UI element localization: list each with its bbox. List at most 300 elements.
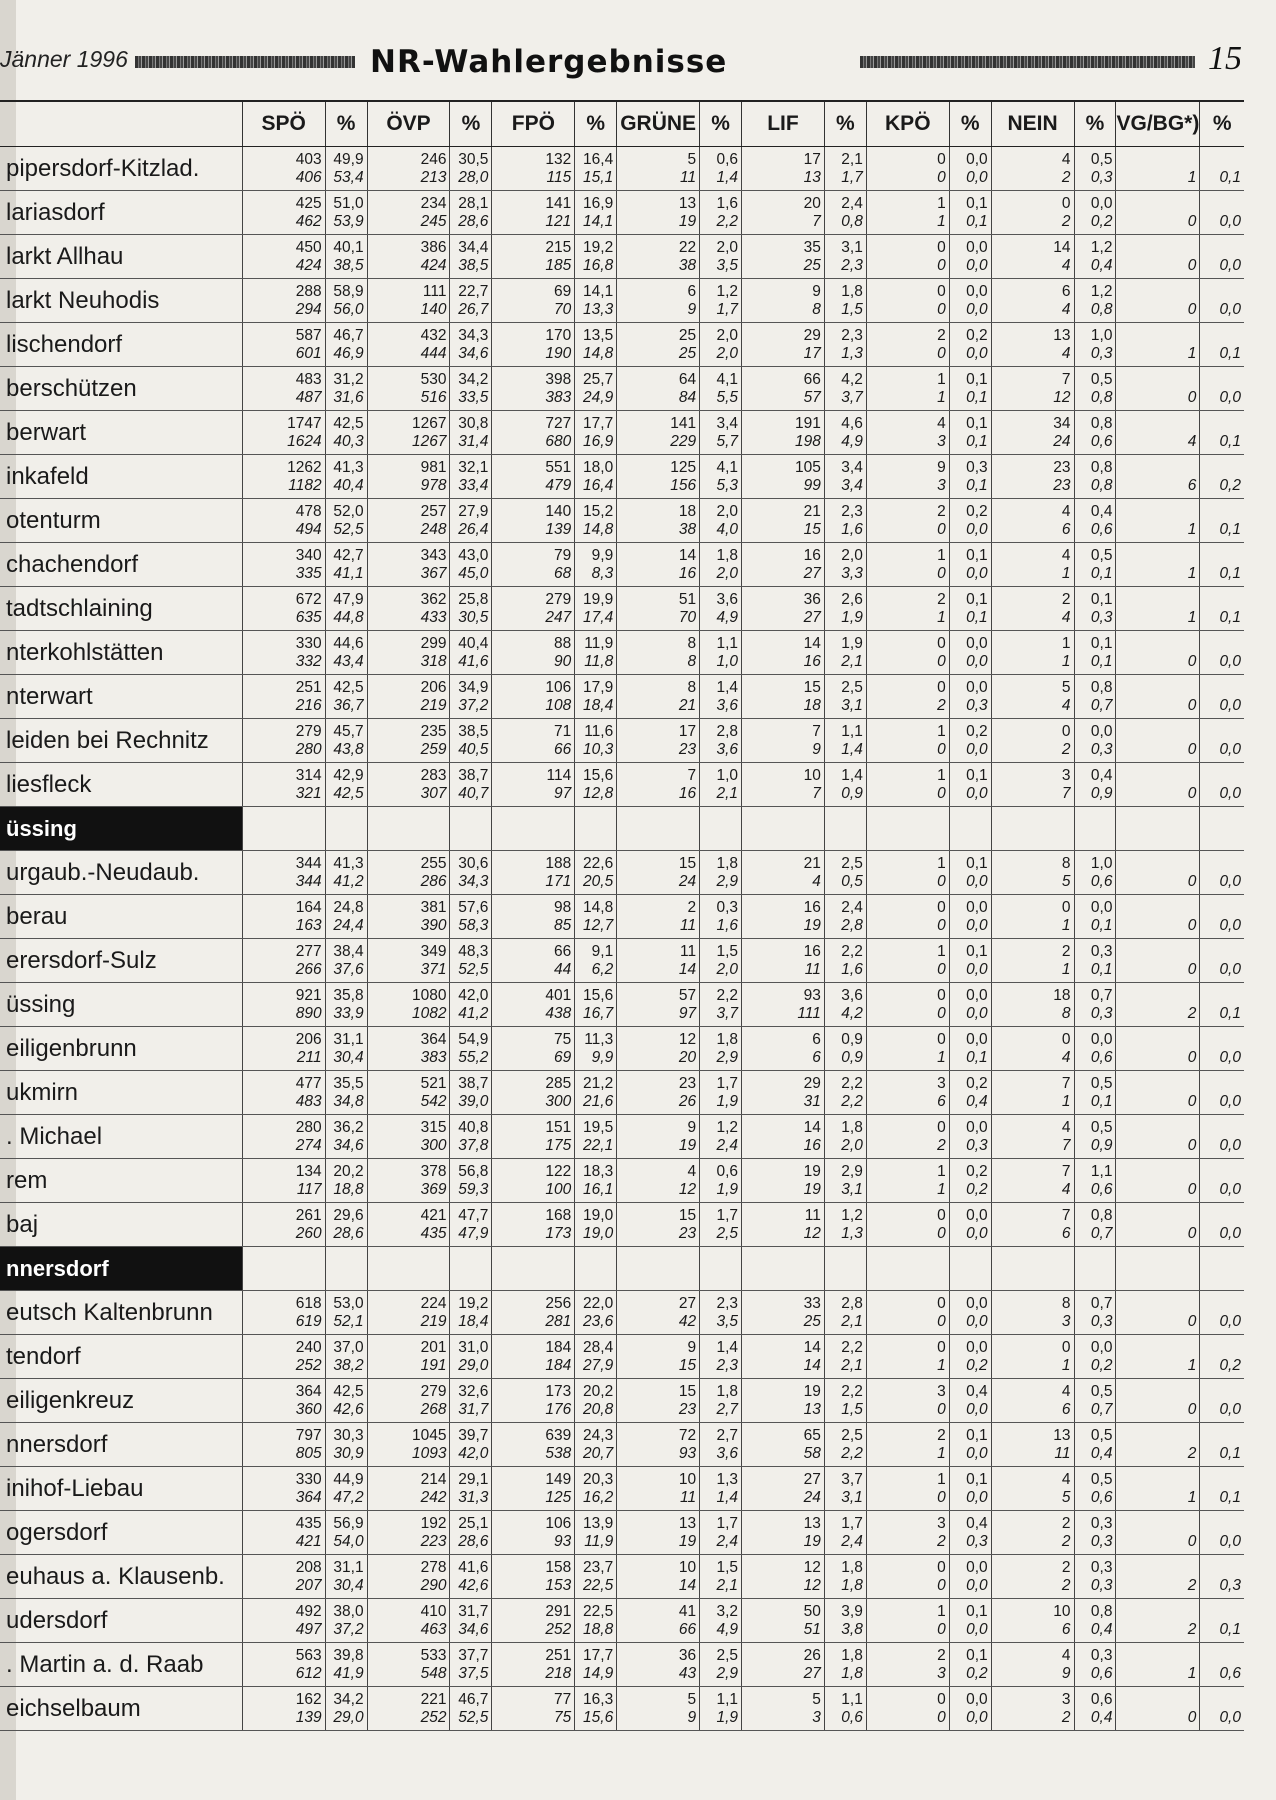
result-1994: 3,5	[716, 1312, 739, 1330]
table-cell	[325, 235, 367, 279]
result-1994: 1	[1187, 1488, 1197, 1506]
result-1995: 0,2	[966, 502, 988, 520]
result-1994: 3,6	[716, 696, 739, 714]
result-1994: 0,1	[966, 476, 988, 494]
table-cell	[824, 455, 866, 499]
result-1995: 79	[554, 546, 572, 564]
result-1995: 381	[420, 898, 447, 916]
result-1994: 4	[1187, 432, 1197, 450]
result-1995: 32,1	[458, 458, 489, 476]
table-row	[0, 587, 1244, 631]
result-1994: 28,6	[333, 1224, 364, 1242]
table-cell	[325, 1423, 367, 1467]
table-cell	[617, 1115, 700, 1159]
table-cell	[949, 631, 991, 675]
table-cell	[700, 1467, 742, 1511]
result-1994: 37,2	[333, 1620, 364, 1638]
result-1994: 307	[420, 784, 447, 802]
result-1994: 66	[678, 1620, 697, 1638]
table-cell	[991, 1379, 1074, 1423]
municipality-name: ogersdorf	[0, 1511, 242, 1555]
result-1995: 235	[420, 722, 447, 740]
result-1995: 106	[545, 678, 572, 696]
result-1994: 1182	[288, 476, 322, 494]
result-1995: 40,4	[458, 634, 489, 652]
result-1995: 1,8	[841, 1646, 863, 1664]
result-1995: 31,1	[333, 1558, 364, 1576]
table-cell	[575, 411, 617, 455]
result-1995: 1267	[411, 414, 447, 432]
table-cell	[824, 1159, 866, 1203]
result-1994: 0,0	[1219, 1048, 1241, 1066]
table-cell	[450, 851, 492, 895]
table-cell	[824, 763, 866, 807]
table-cell	[1116, 719, 1200, 763]
result-1994: 31,6	[333, 388, 364, 406]
table-cell	[866, 1599, 949, 1643]
result-1995: 8	[1061, 854, 1071, 872]
result-1994: 383	[545, 388, 572, 406]
table-cell	[1200, 1511, 1244, 1555]
table-cell	[1200, 235, 1244, 279]
result-1994: 0,7	[1090, 1400, 1113, 1418]
table-cell	[325, 1599, 367, 1643]
table-cell	[866, 367, 949, 411]
result-1994: 3,5	[716, 256, 739, 274]
result-1995: 0,2	[966, 326, 988, 344]
result-1995: 19	[803, 1382, 821, 1400]
result-1995: 38,7	[458, 766, 489, 784]
result-1994: 0	[1187, 1532, 1197, 1550]
result-1994: 0	[937, 1488, 946, 1506]
result-1995: 46,7	[333, 326, 364, 344]
table-row	[0, 1159, 1244, 1203]
result-1995: 29	[803, 326, 821, 344]
result-1995: 2	[937, 502, 946, 520]
result-1994: 13	[803, 168, 821, 186]
result-1995: 0	[937, 986, 946, 1004]
result-1994: 0,3	[966, 696, 988, 714]
result-1994: 2,4	[716, 1532, 739, 1550]
result-1995: 0,0	[966, 634, 988, 652]
table-cell	[700, 1423, 742, 1467]
result-1995: 37,0	[333, 1338, 364, 1356]
table-cell	[949, 1071, 991, 1115]
result-1994: 10,3	[583, 740, 614, 758]
result-1995: 18	[678, 502, 697, 520]
result-1994: 4	[812, 872, 821, 890]
result-1994: 1,4	[716, 1488, 739, 1506]
table-cell	[700, 455, 742, 499]
table-cell	[824, 939, 866, 983]
result-1994: 0	[937, 564, 946, 582]
result-1994: 494	[295, 520, 322, 538]
result-1994: 16,4	[583, 476, 614, 494]
table-cell	[991, 1423, 1074, 1467]
result-1995: 1,4	[716, 678, 739, 696]
municipality-name: nterkohlstätten	[0, 631, 242, 675]
table-cell	[575, 1247, 617, 1291]
table-cell	[1116, 499, 1200, 543]
result-1994: 369	[420, 1180, 447, 1198]
table-cell	[242, 191, 325, 235]
table-row	[0, 411, 1244, 455]
result-1994: 0,0	[1219, 1532, 1241, 1550]
table-cell	[617, 1247, 700, 1291]
result-1994: 4	[1061, 696, 1071, 714]
result-1994: 23,6	[583, 1312, 614, 1330]
table-cell	[742, 1115, 825, 1159]
result-1994: 318	[420, 652, 447, 670]
result-1994: 280	[295, 740, 322, 758]
result-1995: 0,4	[966, 1514, 988, 1532]
result-1995: 34,2	[333, 1690, 364, 1708]
column-header: %	[824, 101, 866, 147]
table-cell	[1116, 1467, 1200, 1511]
result-1995: 4,6	[841, 414, 863, 432]
result-1994: 260	[295, 1224, 322, 1242]
result-1995: 15,6	[583, 766, 614, 784]
result-1994: 42,5	[333, 784, 364, 802]
table-cell	[1074, 763, 1116, 807]
result-1994: 17,4	[583, 608, 614, 626]
result-1994: 383	[420, 1048, 447, 1066]
result-1995: 34,2	[458, 370, 489, 388]
result-1994: 185	[545, 256, 572, 274]
result-1995: 0,5	[1090, 546, 1113, 564]
result-1995: 7	[687, 766, 697, 784]
result-1995: 56,8	[458, 1162, 489, 1180]
table-cell	[991, 1115, 1074, 1159]
result-1994: 41,2	[333, 872, 364, 890]
result-1995: 0,6	[1090, 1690, 1113, 1708]
result-1994: 1	[1187, 608, 1197, 626]
table-cell	[325, 851, 367, 895]
table-cell	[1200, 1159, 1244, 1203]
table-cell	[575, 1555, 617, 1599]
table-cell	[450, 279, 492, 323]
result-1994: 229	[670, 432, 697, 450]
result-1995: 0	[937, 150, 946, 168]
table-cell	[742, 1203, 825, 1247]
result-1995: 398	[545, 370, 572, 388]
result-1995: 19,0	[583, 1206, 614, 1224]
result-1994: 462	[295, 212, 322, 230]
result-1995: 44,6	[333, 634, 364, 652]
table-cell	[492, 499, 575, 543]
result-1994: 0,3	[1090, 1532, 1113, 1550]
table-cell	[824, 499, 866, 543]
result-1995: 114	[546, 766, 572, 784]
table-cell	[325, 499, 367, 543]
table-cell	[1116, 807, 1200, 851]
result-1995: 1080	[411, 986, 447, 1004]
table-cell	[824, 807, 866, 851]
result-1994: 0,9	[1090, 784, 1113, 802]
result-1995: 64	[678, 370, 697, 388]
result-1994: 26,4	[458, 520, 489, 538]
result-1995: 192	[420, 1514, 447, 1532]
result-1994: 1	[1061, 960, 1071, 978]
table-cell	[450, 1159, 492, 1203]
table-cell	[824, 1379, 866, 1423]
table-cell	[824, 631, 866, 675]
municipality-name: üssing	[0, 983, 242, 1027]
table-cell	[866, 191, 949, 235]
table-row	[0, 147, 1244, 191]
table-cell	[949, 367, 991, 411]
table-cell	[492, 939, 575, 983]
table-cell	[325, 939, 367, 983]
result-1994: 108	[545, 696, 572, 714]
result-1995: 111	[422, 282, 447, 300]
municipality-name: eutsch Kaltenbrunn	[0, 1291, 242, 1335]
result-1995: 32,6	[458, 1382, 489, 1400]
municipality-name: nterwart	[0, 675, 242, 719]
table-cell	[492, 1247, 575, 1291]
table-cell	[492, 1335, 575, 1379]
result-1994: 1,8	[841, 1664, 863, 1682]
result-1995: 77	[554, 1690, 572, 1708]
table-cell	[325, 719, 367, 763]
table-cell	[742, 543, 825, 587]
table-cell	[1116, 1423, 1200, 1467]
table-cell	[1116, 147, 1200, 191]
result-1994: 14,9	[583, 1664, 614, 1682]
result-1994: 248	[420, 520, 447, 538]
table-cell	[242, 1027, 325, 1071]
result-1994: 52,1	[333, 1312, 364, 1330]
result-1995: 1,2	[716, 282, 739, 300]
result-1995: 17,7	[583, 1646, 614, 1664]
result-1995: 20,2	[333, 1162, 364, 1180]
table-row	[0, 543, 1244, 587]
result-1995: 2	[937, 1426, 946, 1444]
result-1995: 2	[1061, 590, 1071, 608]
result-1995: 0,1	[966, 414, 988, 432]
result-1995: 151	[545, 1118, 572, 1136]
table-cell	[742, 587, 825, 631]
table-cell	[700, 499, 742, 543]
table-row	[0, 1423, 1244, 1467]
result-1995: 170	[545, 326, 572, 344]
table-cell	[1200, 1467, 1244, 1511]
column-header: %	[575, 101, 617, 147]
table-cell	[824, 895, 866, 939]
result-1995: 173	[545, 1382, 572, 1400]
result-1994: 0,2	[1219, 476, 1241, 494]
table-cell	[991, 455, 1074, 499]
municipality-name: . Michael	[0, 1115, 242, 1159]
table-cell	[492, 1467, 575, 1511]
result-1995: 251	[545, 1646, 572, 1664]
result-1994: 2,2	[841, 1092, 863, 1110]
result-1994: 0	[937, 1312, 946, 1330]
result-1995: 0	[1061, 898, 1071, 916]
table-cell	[1074, 719, 1116, 763]
table-cell	[824, 1115, 866, 1159]
result-1994: 548	[420, 1664, 447, 1682]
table-cell	[949, 1027, 991, 1071]
table-cell	[1116, 1599, 1200, 1643]
result-1995: 4,1	[716, 370, 739, 388]
result-1995: 56,9	[333, 1514, 364, 1532]
table-cell	[824, 1203, 866, 1247]
result-1994: 438	[545, 1004, 572, 1022]
table-cell	[242, 631, 325, 675]
table-cell	[949, 1291, 991, 1335]
table-cell	[242, 499, 325, 543]
result-1994: 43	[678, 1664, 697, 1682]
table-cell	[1074, 807, 1116, 851]
result-1995: 13,5	[583, 326, 614, 344]
result-1995: 17	[803, 150, 821, 168]
result-1994: 0,3	[1219, 1576, 1241, 1594]
result-1994: 19	[803, 916, 821, 934]
table-cell	[242, 1643, 325, 1687]
table-cell	[450, 411, 492, 455]
table-cell	[700, 1599, 742, 1643]
result-1995: 25,7	[583, 370, 614, 388]
result-1995: 23	[678, 1074, 697, 1092]
table-cell	[742, 191, 825, 235]
result-1995: 20	[803, 194, 821, 212]
table-cell	[325, 191, 367, 235]
table-row	[0, 1379, 1244, 1423]
result-1995: 5	[812, 1690, 821, 1708]
result-1995: 16,3	[583, 1690, 614, 1708]
result-1994: 5,5	[716, 388, 739, 406]
result-1994: 424	[295, 256, 322, 274]
result-1994: 218	[545, 1664, 572, 1682]
result-1995: 0	[937, 634, 946, 652]
result-1994: 2	[1061, 212, 1071, 230]
result-1994: 44	[554, 960, 572, 978]
result-1994: 34,6	[458, 1620, 489, 1638]
result-1994: 2,3	[716, 1356, 739, 1374]
result-1994: 0,6	[1090, 1048, 1113, 1066]
result-1994: 2	[937, 696, 946, 714]
table-cell	[575, 279, 617, 323]
result-1994: 42,6	[458, 1576, 489, 1594]
result-1994: 1	[937, 212, 946, 230]
table-cell	[700, 1643, 742, 1687]
result-1995: 0	[1061, 722, 1071, 740]
result-1995: 206	[420, 678, 447, 696]
result-1994: 0	[1187, 1180, 1197, 1198]
table-cell	[949, 763, 991, 807]
table-cell	[1200, 543, 1244, 587]
result-1994: 0,0	[966, 872, 988, 890]
table-cell	[866, 323, 949, 367]
result-1994: 0,3	[1090, 608, 1113, 626]
municipality-name: otenturm	[0, 499, 242, 543]
table-row	[0, 1335, 1244, 1379]
table-cell	[367, 1467, 450, 1511]
table-cell	[1200, 675, 1244, 719]
table-cell	[991, 235, 1074, 279]
result-1995: 9	[687, 1118, 697, 1136]
table-cell	[325, 1379, 367, 1423]
table-cell	[824, 1071, 866, 1115]
table-cell	[575, 983, 617, 1027]
result-1994: 538	[545, 1444, 572, 1462]
result-1995: 214	[420, 1470, 447, 1488]
table-cell	[242, 719, 325, 763]
result-1995: 0,1	[966, 194, 988, 212]
result-1994: 2	[1061, 1708, 1071, 1726]
result-1995: 1,2	[1090, 238, 1113, 256]
table-cell	[866, 411, 949, 455]
result-1994: 0,8	[1090, 300, 1113, 318]
table-cell	[575, 851, 617, 895]
result-1994: 1	[1187, 1356, 1197, 1374]
table-cell	[742, 719, 825, 763]
table-cell	[242, 1467, 325, 1511]
result-1994: 9	[812, 740, 821, 758]
table-cell	[824, 367, 866, 411]
result-1995: 478	[295, 502, 322, 520]
table-cell	[949, 279, 991, 323]
table-cell	[824, 1423, 866, 1467]
table-cell	[325, 1027, 367, 1071]
table-cell	[1200, 1291, 1244, 1335]
result-1995: 0,7	[1090, 986, 1113, 1004]
result-1995: 43,0	[458, 546, 489, 564]
result-1994: 28,0	[458, 168, 489, 186]
table-cell	[949, 191, 991, 235]
result-1995: 4	[1061, 1118, 1071, 1136]
result-1994: 176	[545, 1400, 572, 1418]
result-1995: 36	[678, 1646, 697, 1664]
result-1994: 38	[678, 256, 697, 274]
table-cell	[575, 1071, 617, 1115]
result-1994: 2,2	[841, 1444, 863, 1462]
result-1995: 0,1	[966, 766, 988, 784]
table-cell	[492, 631, 575, 675]
result-1995: 1,1	[1090, 1162, 1113, 1180]
result-1994: 0,0	[1219, 256, 1241, 274]
table-cell	[450, 675, 492, 719]
result-1995: 0,0	[1090, 722, 1113, 740]
result-1995: 1,3	[716, 1470, 739, 1488]
result-1995: 0	[937, 1338, 946, 1356]
result-1994: 0,3	[1090, 740, 1113, 758]
table-cell	[367, 1599, 450, 1643]
table-cell	[450, 1555, 492, 1599]
table-cell	[617, 939, 700, 983]
table-cell	[866, 235, 949, 279]
table-cell	[824, 675, 866, 719]
table-cell	[617, 191, 700, 235]
table-cell	[492, 807, 575, 851]
result-1994: 111	[797, 1004, 821, 1022]
result-1994: 1082	[411, 1004, 447, 1022]
table-cell	[450, 1687, 492, 1731]
table-row	[0, 367, 1244, 411]
result-1994: 444	[420, 344, 447, 362]
table-cell	[492, 367, 575, 411]
result-1995: 0,1	[966, 546, 988, 564]
result-1995: 0,0	[966, 282, 988, 300]
table-cell	[991, 763, 1074, 807]
result-1995: 1747	[287, 414, 322, 432]
table-cell	[1200, 455, 1244, 499]
table-cell	[1200, 1071, 1244, 1115]
result-1994: 4	[1061, 344, 1071, 362]
result-1995: 46,7	[458, 1690, 489, 1708]
result-1994: 24,9	[583, 388, 614, 406]
